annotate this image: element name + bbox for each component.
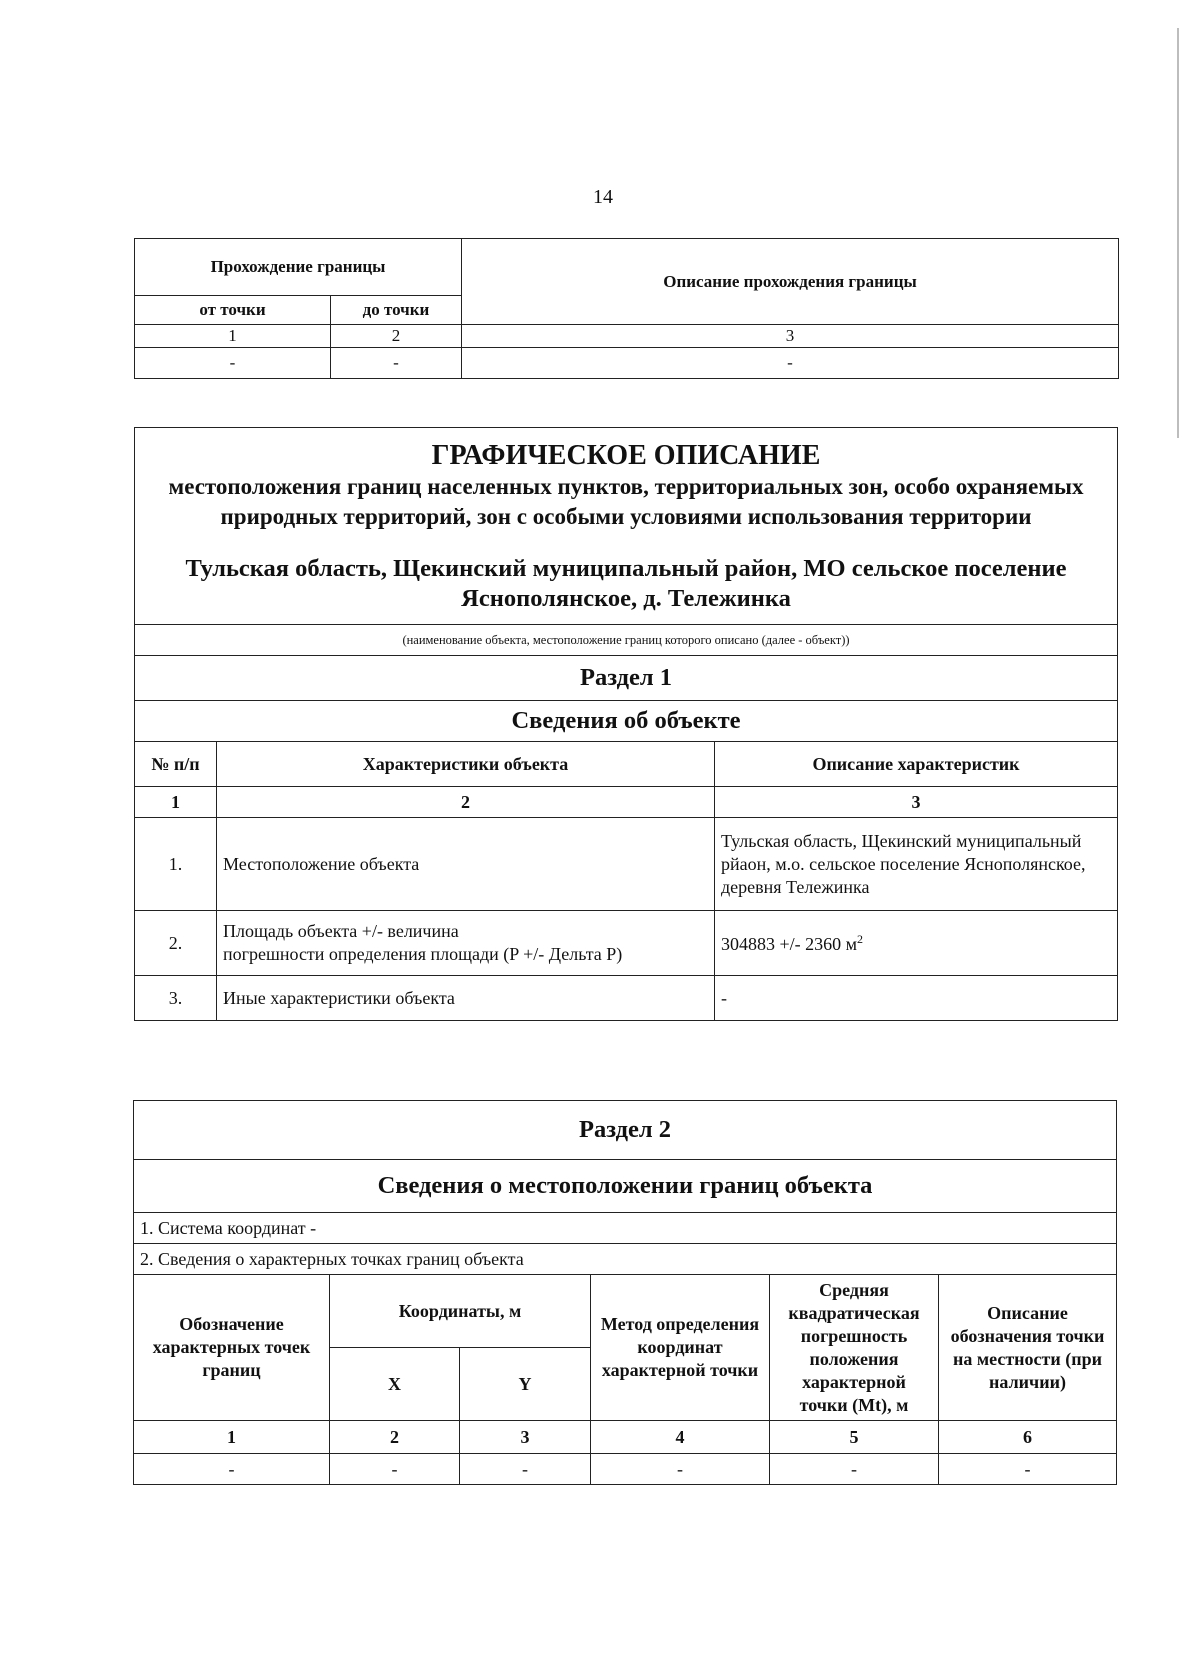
header-characteristic: Характеристики объекта <box>217 742 715 787</box>
table-cell: - <box>330 1454 460 1485</box>
border-passage-table <box>134 238 1119 379</box>
title-block <box>135 428 1118 625</box>
area-unit-superscript: 2 <box>857 931 864 946</box>
header-method: Метод определения координат характерной точки <box>591 1275 770 1421</box>
area-value: 304883 +/- 2360 м <box>721 933 858 954</box>
header-y: Y <box>460 1348 591 1421</box>
table-row <box>135 911 1118 976</box>
table-row <box>135 976 1118 1021</box>
characteristic-other: Иные характеристики объекта <box>217 976 715 1021</box>
col-number: 2 <box>331 325 462 348</box>
table-cell: - <box>939 1454 1117 1485</box>
col-number: 1 <box>134 1421 330 1454</box>
header-description: Описание характеристик <box>715 742 1118 787</box>
header-point-description: Описание обозначения точки на местности (при наличии) <box>939 1275 1117 1421</box>
table-row <box>134 1454 1117 1485</box>
scan-edge-line <box>1177 28 1179 438</box>
header-number: № п/п <box>135 742 217 787</box>
characteristic-area-line2: погрешности определения площади (P +/- Дельта P) <box>223 944 623 964</box>
table-cell: - <box>135 348 331 379</box>
section-1-title: Раздел 1 <box>135 656 1118 701</box>
description-location: Тульская область, Щекинский муниципальный рйаон, м.о. сельское поселение Яснополянское, деревня Тележинка <box>715 818 1118 911</box>
table-cell: - <box>462 348 1119 379</box>
header-x: X <box>330 1348 460 1421</box>
table-cell: - <box>770 1454 939 1485</box>
section-2-title: Раздел 2 <box>134 1101 1117 1160</box>
header-from-point: от точки <box>135 296 331 325</box>
col-number: 3 <box>715 787 1118 818</box>
characteristic-location: Местоположение объекта <box>217 818 715 911</box>
header-passage: Прохождение границы <box>135 239 462 296</box>
col-number: 1 <box>135 325 331 348</box>
table-cell: - <box>331 348 462 379</box>
object-name-caption: (наименование объекта, местоположение границ которого описано (далее - объект)) <box>135 625 1118 656</box>
table-cell: - <box>591 1454 770 1485</box>
col-number: 3 <box>462 325 1119 348</box>
document-subtitle: местоположения границ населенных пунктов, территориальных зон, особо охраняемых природных территорий, зон с особыми условиями использования территории <box>168 474 1084 529</box>
row-number: 2. <box>135 911 217 976</box>
header-description: Описание прохождения границы <box>462 239 1119 325</box>
table-row <box>135 818 1118 911</box>
coordinate-system: 1. Система координат - <box>134 1213 1117 1244</box>
document-title: ГРАФИЧЕСКОЕ ОПИСАНИЕ <box>431 440 821 471</box>
header-coordinates: Координаты, м <box>330 1275 591 1348</box>
table-cell: - <box>134 1454 330 1485</box>
section-2-subtitle: Сведения о местоположении границ объекта <box>134 1160 1117 1213</box>
section-1-subtitle: Сведения об объекте <box>135 701 1118 742</box>
col-number: 2 <box>330 1421 460 1454</box>
description-area <box>715 911 1118 976</box>
col-number: 1 <box>135 787 217 818</box>
section-2-table <box>133 1100 1117 1485</box>
description-other: - <box>715 976 1118 1021</box>
characteristic-area-line1: Площадь объекта +/- величина <box>223 921 459 941</box>
header-to-point: до точки <box>331 296 462 325</box>
table-cell: - <box>460 1454 591 1485</box>
col-number: 2 <box>217 787 715 818</box>
row-number: 1. <box>135 818 217 911</box>
characteristic-area <box>217 911 715 976</box>
col-number: 6 <box>939 1421 1117 1454</box>
header-designation: Обозначение характерных точек границ <box>134 1275 330 1421</box>
page-number: 14 <box>593 186 613 208</box>
header-error: Средняя квадратическая погрешность положения характерной точки (Mt), м <box>770 1275 939 1421</box>
graphic-description-table <box>134 427 1118 1021</box>
object-name: Тульская область, Щекинский муниципальный район, МО сельское поселение Яснополянское, д. Тележинка <box>185 555 1067 612</box>
row-number: 3. <box>135 976 217 1021</box>
col-number: 5 <box>770 1421 939 1454</box>
points-info: 2. Сведения о характерных точках границ объекта <box>134 1244 1117 1275</box>
col-number: 3 <box>460 1421 591 1454</box>
col-number: 4 <box>591 1421 770 1454</box>
